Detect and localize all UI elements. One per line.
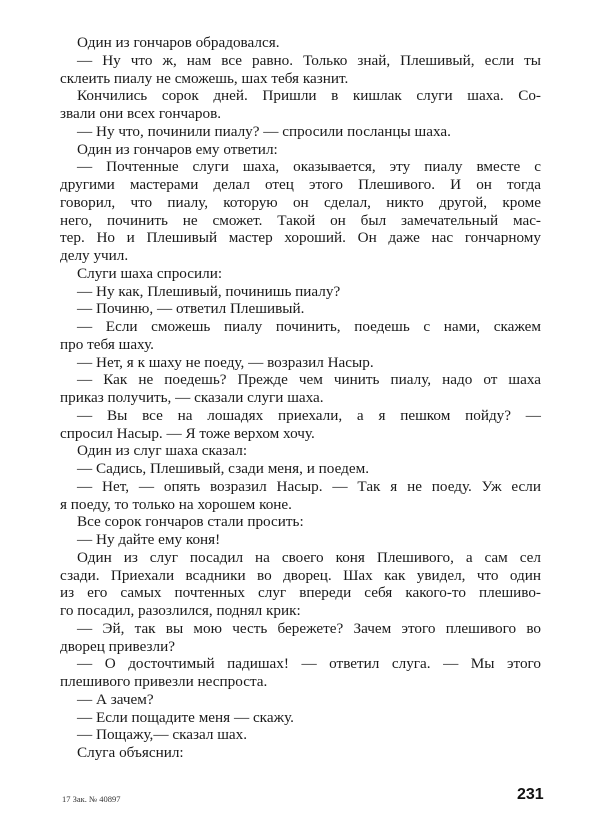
text-line: Слуга объяснил:	[77, 744, 184, 761]
text-line: другими мастерами делал отец этого Плешивого. И он тогда	[60, 176, 541, 193]
text-line: — Нет, — опять возразил Насыр. — Так я не поеду. Уж если	[77, 477, 541, 495]
text-line: спросил Насыр. — Я тоже верхом хочу.	[60, 424, 315, 442]
text-line: я поеду, то только на хорошем коне.	[60, 495, 292, 513]
text-line: — Ну что ж, нам все равно. Только знай, Плешивый, если ты	[77, 51, 541, 69]
text-line: — Нет, я к шаху не поеду, — возразил Насыр.	[77, 353, 374, 371]
text-line: Один из гончаров ему ответил:	[77, 140, 278, 158]
text-line: — Садись, Плешивый, сзади меня, и поедем.	[77, 460, 369, 477]
text-line: го посадил, разозлился, поднял крик:	[60, 602, 301, 619]
text-line: делу учил.	[60, 247, 129, 264]
text-line: тер. Но и Плешивый мастер хороший. Он даже нас гончарному	[60, 229, 541, 247]
text-line: Все сорок гончаров стали просить:	[77, 513, 304, 531]
text-line: Слуги шаха спросили:	[77, 264, 223, 282]
text-line: звали они всех гончаров.	[60, 105, 222, 122]
text-line: Один из слуг посадил на своего коня Плешивого, а сам сел	[77, 548, 541, 566]
text-line: Один из слуг шаха сказал:	[77, 442, 248, 460]
text-line: дворец привезли?	[60, 637, 175, 655]
page-number: 231	[517, 786, 544, 803]
text-line: — Ну что, починили пиалу? — спросили посланцы шаха.	[77, 122, 451, 140]
text-line: склеить пиалу не сможешь, шах тебя казнит.	[60, 69, 349, 87]
text-line: — Ну дайте ему коня!	[77, 531, 221, 548]
text-line: про тебя шаху.	[60, 335, 154, 353]
text-line: говорил, что пиалу, которую он сделал, никто другой, кроме	[60, 193, 541, 211]
text-line: Один из гончаров обрадовался.	[77, 34, 280, 51]
text-line: — Ну как, Плешивый, починишь пиалу?	[77, 282, 341, 300]
text-line: плешивого привезли неспроста.	[60, 673, 268, 690]
text-line: сзади. Приехали всадники во дворец. Шах как увидел, что один	[60, 566, 541, 584]
text-line: — Эй, так вы мою честь бережете? Зачем этого плешивого во	[77, 619, 541, 637]
text-line: — Если сможешь пиалу починить, поедешь с нами, скажем	[77, 318, 541, 335]
text-line: — Пощажу,— сказал шах.	[77, 726, 248, 744]
text-line: — Если пощадите меня — скажу.	[77, 708, 294, 726]
printer-signature: 17 Зак. № 40897	[62, 794, 121, 804]
text-line: — Почтенные слуги шаха, оказывается, эту пиалу вместе с	[77, 158, 541, 176]
text-line: — Как не поедешь? Прежде чем чинить пиалу, надо от шаха	[77, 371, 541, 389]
text-line: из его самых почтенных слуг впереди себя какого-то плешиво-	[60, 584, 541, 602]
body-text	[60, 34, 541, 762]
text-line: приказ получить, — сказали слуги шаха.	[60, 389, 324, 406]
text-line: — А зачем?	[77, 690, 154, 708]
text-line: Кончились сорок дней. Пришли в кишлак слуги шаха. Со-	[77, 87, 541, 105]
text-line: — О досточтимый падишах! — ответил слуга. — Мы этого	[77, 655, 541, 673]
text-line: — Вы все на лошадях приехали, а я пешком пойду? —	[77, 406, 541, 424]
text-line: — Починю, — ответил Плешивый.	[77, 300, 305, 318]
text-line: него, починить не сможет. Такой он был замечательный мас-	[60, 211, 541, 229]
